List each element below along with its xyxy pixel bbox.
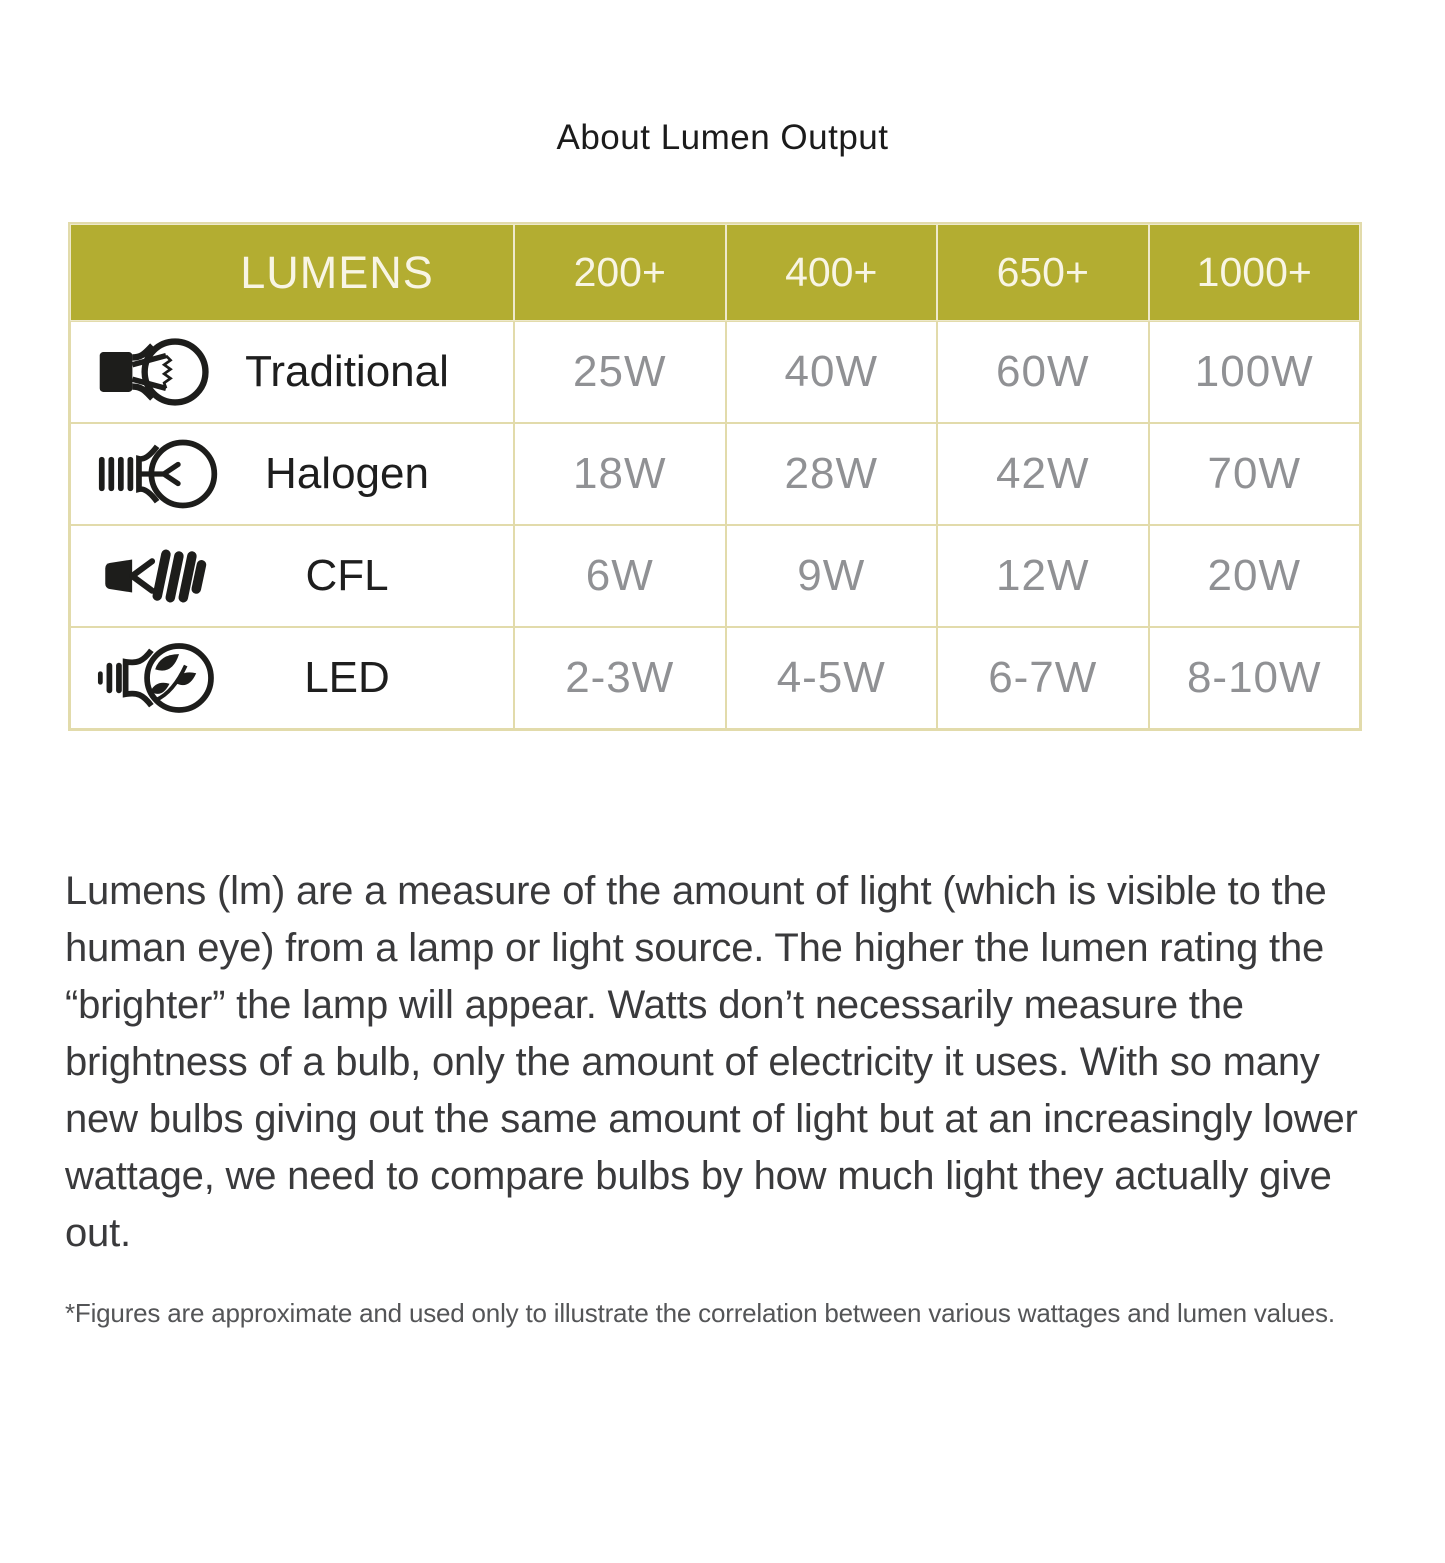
table-header-1000: 1000+ [1149,224,1361,321]
cell-led-1000: 8-10W [1149,627,1361,729]
cell-traditional-1000: 100W [1149,321,1361,423]
table-row-halogen [70,423,514,525]
row-label: LED [304,653,390,702]
halogen-bulb-icon [97,431,223,517]
cell-led-400: 4-5W [726,627,938,729]
table-row-led [70,627,514,729]
cfl-bulb-icon [97,537,223,615]
cell-cfl-400: 9W [726,525,938,627]
cell-cfl-200: 6W [514,525,726,627]
cell-halogen-1000: 70W [1149,423,1361,525]
cell-cfl-650: 12W [937,525,1149,627]
row-label: Halogen [265,449,429,498]
row-label: Traditional [245,347,449,396]
lumens-description-paragraph: Lumens (lm) are a measure of the amount of light (which is visible to the human eye) from a lamp or light source. The higher the lumen rating the “brighter” the lamp will appear. Watts don’t necessarily measure the brightness of a bulb, only the amount of electricity it uses. With so many new bulbs giving out the same amount of light but at an increasingly lower wattage, we need to compare bulbs by how much light they actually give out. [65,869,1358,1255]
table-header-400: 400+ [726,224,938,321]
cell-halogen-200: 18W [514,423,726,525]
table-header-650: 650+ [937,224,1149,321]
lumen-table [68,222,1362,731]
cell-traditional-400: 40W [726,321,938,423]
cell-led-200: 2-3W [514,627,726,729]
cell-halogen-400: 28W [726,423,938,525]
cell-traditional-200: 25W [514,321,726,423]
approximation-footnote: *Figures are approximate and used only to illustrate the correlation between various wattages and lumen values. [65,1298,1335,1328]
cell-led-650: 6-7W [937,627,1149,729]
table-header-lumens: LUMENS [70,224,514,321]
traditional-bulb-icon [97,331,223,413]
table-row-traditional [70,321,514,423]
row-label: CFL [305,551,389,600]
table-row-cfl [70,525,514,627]
cell-halogen-650: 42W [937,423,1149,525]
page-title: About Lumen Output [556,118,889,157]
cell-traditional-650: 60W [937,321,1149,423]
table-header-200: 200+ [514,224,726,321]
cell-cfl-1000: 20W [1149,525,1361,627]
led-bulb-icon [97,634,223,722]
